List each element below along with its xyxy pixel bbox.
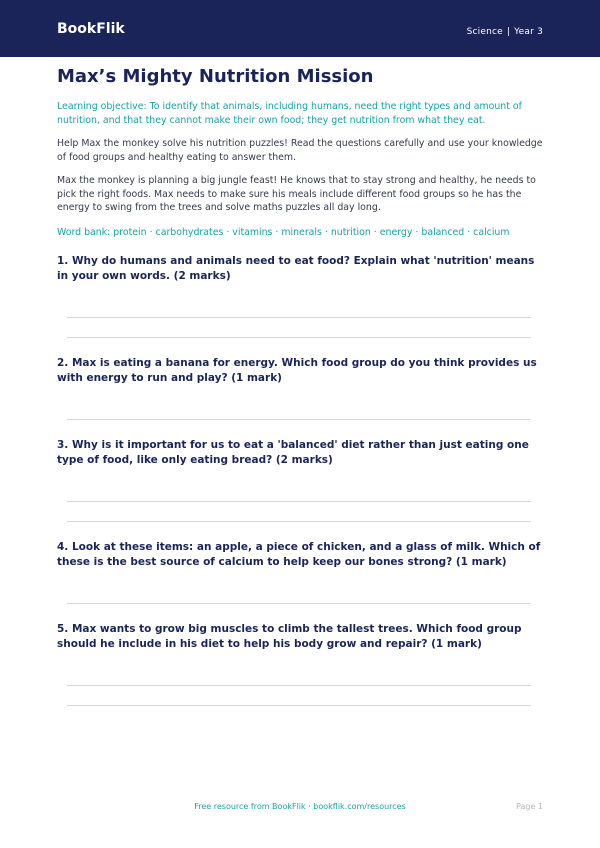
page-title: Max’s Mighty Nutrition Mission [57,66,374,87]
question-3 [57,438,543,468]
question-text: 3. Why is it important for us to eat a 'balanced' diet rather than just eating one type of food, like only eating bread? (2 marks) [57,439,529,466]
answer-line[interactable] [67,317,531,318]
question-1 [57,254,543,284]
answer-line[interactable] [67,501,531,502]
answer-line[interactable] [67,521,531,522]
answer-line[interactable] [67,603,531,604]
page-header [0,0,600,57]
subject-year [467,28,543,37]
story-paragraph: Max the monkey is planning a big jungle feast! He knows that to stay strong and healthy, he needs to pick the right foods. Max needs to make sure his meals include different food groups so he has the energy to swing from the trees and solve maths puzzles all day long. [57,175,536,213]
meta-separator: | [506,27,511,37]
subject-label: Science [466,27,503,37]
question-5 [57,622,543,652]
footer-link[interactable]: Free resource from BookFlik · bookflik.com/resources [194,802,406,811]
year-label: Year 3 [514,27,543,37]
question-2 [57,356,543,386]
question-4 [57,540,543,570]
intro-section [57,66,543,239]
question-text: 2. Max is eating a banana for energy. Which food group do you think provides us with energy to run and play? (1 mark) [57,357,537,384]
answer-line[interactable] [67,419,531,420]
brand-logo: BookFlik [57,21,125,37]
question-text: 1. Why do humans and animals need to eat food? Explain what 'nutrition' means in your own words. (2 marks) [57,255,535,282]
word-bank: Word bank: protein · carbohydrates · vitamins · minerals · nutrition · energy · balanced · calcium [57,226,510,238]
question-text: 4. Look at these items: an apple, a piece of chicken, and a glass of milk. Which of these is the best source of calcium to help keep our bones strong? (1 mark) [57,541,541,568]
answer-line[interactable] [67,685,531,686]
learning-objective: Learning objective: To identify that animals, including humans, need the right types and amount of nutrition, and that they cannot make their own food; they get nutrition from what they eat. [57,101,522,126]
answer-line[interactable] [67,705,531,706]
intro-paragraph: Help Max the monkey solve his nutrition puzzles! Read the questions carefully and use your knowledge of food groups and healthy eating to answer them. [57,138,543,163]
answer-line[interactable] [67,337,531,338]
question-text: 5. Max wants to grow big muscles to climb the tallest trees. Which food group should he include in his diet to help his body grow and repair? (1 mark) [57,623,522,650]
page-number: Page 1 [516,802,543,811]
